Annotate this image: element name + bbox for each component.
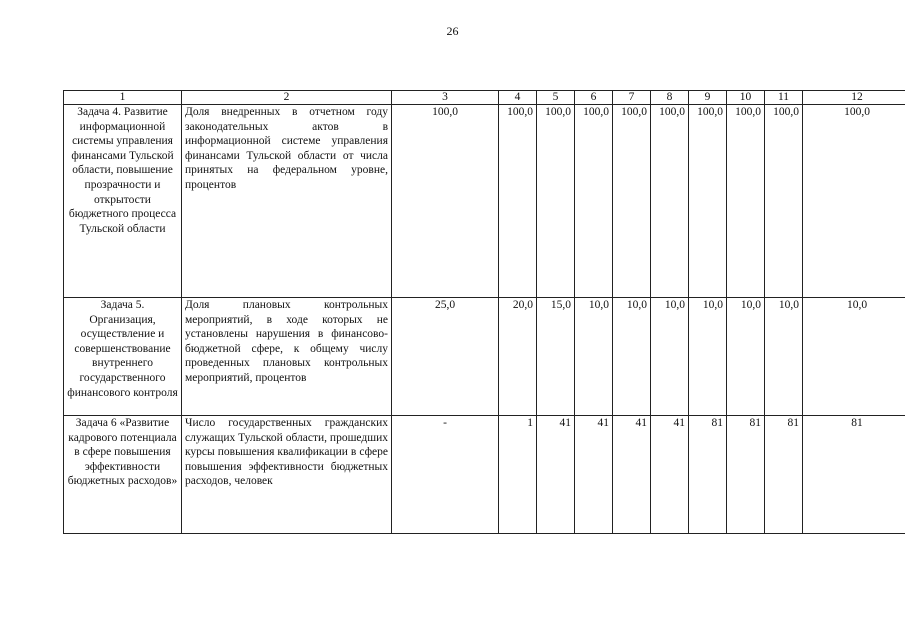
indicator-cell: Число государственных гражданских служащих Тульской области, прошедших курсы повышения квалификации в сфере повышения эффективности бюджетных расходов, человек (182, 416, 392, 534)
value-cell: 20,0 (499, 298, 537, 416)
value-cell: 41 (537, 416, 575, 534)
header-cell: 5 (537, 91, 575, 105)
header-cell: 10 (727, 91, 765, 105)
value-cell: 100,0 (392, 105, 499, 298)
value-cell: 10,0 (613, 298, 651, 416)
header-cell: 2 (182, 91, 392, 105)
value-cell: 41 (613, 416, 651, 534)
value-cell: 10,0 (803, 298, 905, 416)
value-cell: 81 (689, 416, 727, 534)
page-number: 26 (446, 24, 459, 38)
value-cell: 100,0 (689, 105, 727, 298)
value-cell: 1 (499, 416, 537, 534)
indicators-table (63, 90, 905, 534)
value-cell: 10,0 (765, 298, 803, 416)
task-cell: Задача 4. Развитие информационной системы управления финансами Тульской области, повышение прозрачности и открытости бюджетного процесса Тульской области (64, 105, 182, 298)
value-cell: 10,0 (575, 298, 613, 416)
table-row (64, 105, 905, 298)
value-cell: 10,0 (651, 298, 689, 416)
task-cell: Задача 5. Организация, осуществление и совершенствование внутреннего государственного финансового контроля (64, 298, 182, 416)
value-cell: - (392, 416, 499, 534)
header-cell: 8 (651, 91, 689, 105)
value-cell: 10,0 (727, 298, 765, 416)
header-cell: 4 (499, 91, 537, 105)
value-cell: 100,0 (727, 105, 765, 298)
header-row (64, 91, 905, 105)
value-cell: 100,0 (613, 105, 651, 298)
value-cell: 15,0 (537, 298, 575, 416)
header-cell: 1 (64, 91, 182, 105)
value-cell: 25,0 (392, 298, 499, 416)
value-cell: 100,0 (765, 105, 803, 298)
value-cell: 100,0 (499, 105, 537, 298)
header-cell: 12 (803, 91, 905, 105)
indicator-cell: Доля внедренных в отчетном году законодательных актов в информационной системе управления финансами Тульской области от числа принятых на федеральном уровне, процентов (182, 105, 392, 298)
indicator-cell: Доля плановых контрольных мероприятий, в ходе которых не установлены нарушения в финансово-бюджетной сфере, к общему числу проведенных плановых контрольных мероприятий, процентов (182, 298, 392, 416)
value-cell: 10,0 (689, 298, 727, 416)
value-cell: 100,0 (575, 105, 613, 298)
header-cell: 11 (765, 91, 803, 105)
value-cell: 81 (803, 416, 905, 534)
value-cell: 100,0 (537, 105, 575, 298)
table-row (64, 416, 905, 534)
header-cell: 7 (613, 91, 651, 105)
header-cell: 9 (689, 91, 727, 105)
header-cell: 6 (575, 91, 613, 105)
task-cell: Задача 6 «Развитие кадрового потенциала в сфере повышения эффективности бюджетных расходов» (64, 416, 182, 534)
value-cell: 100,0 (651, 105, 689, 298)
value-cell: 81 (727, 416, 765, 534)
value-cell: 100,0 (803, 105, 905, 298)
value-cell: 81 (765, 416, 803, 534)
value-cell: 41 (575, 416, 613, 534)
value-cell: 41 (651, 416, 689, 534)
table-row (64, 298, 905, 416)
header-cell: 3 (392, 91, 499, 105)
